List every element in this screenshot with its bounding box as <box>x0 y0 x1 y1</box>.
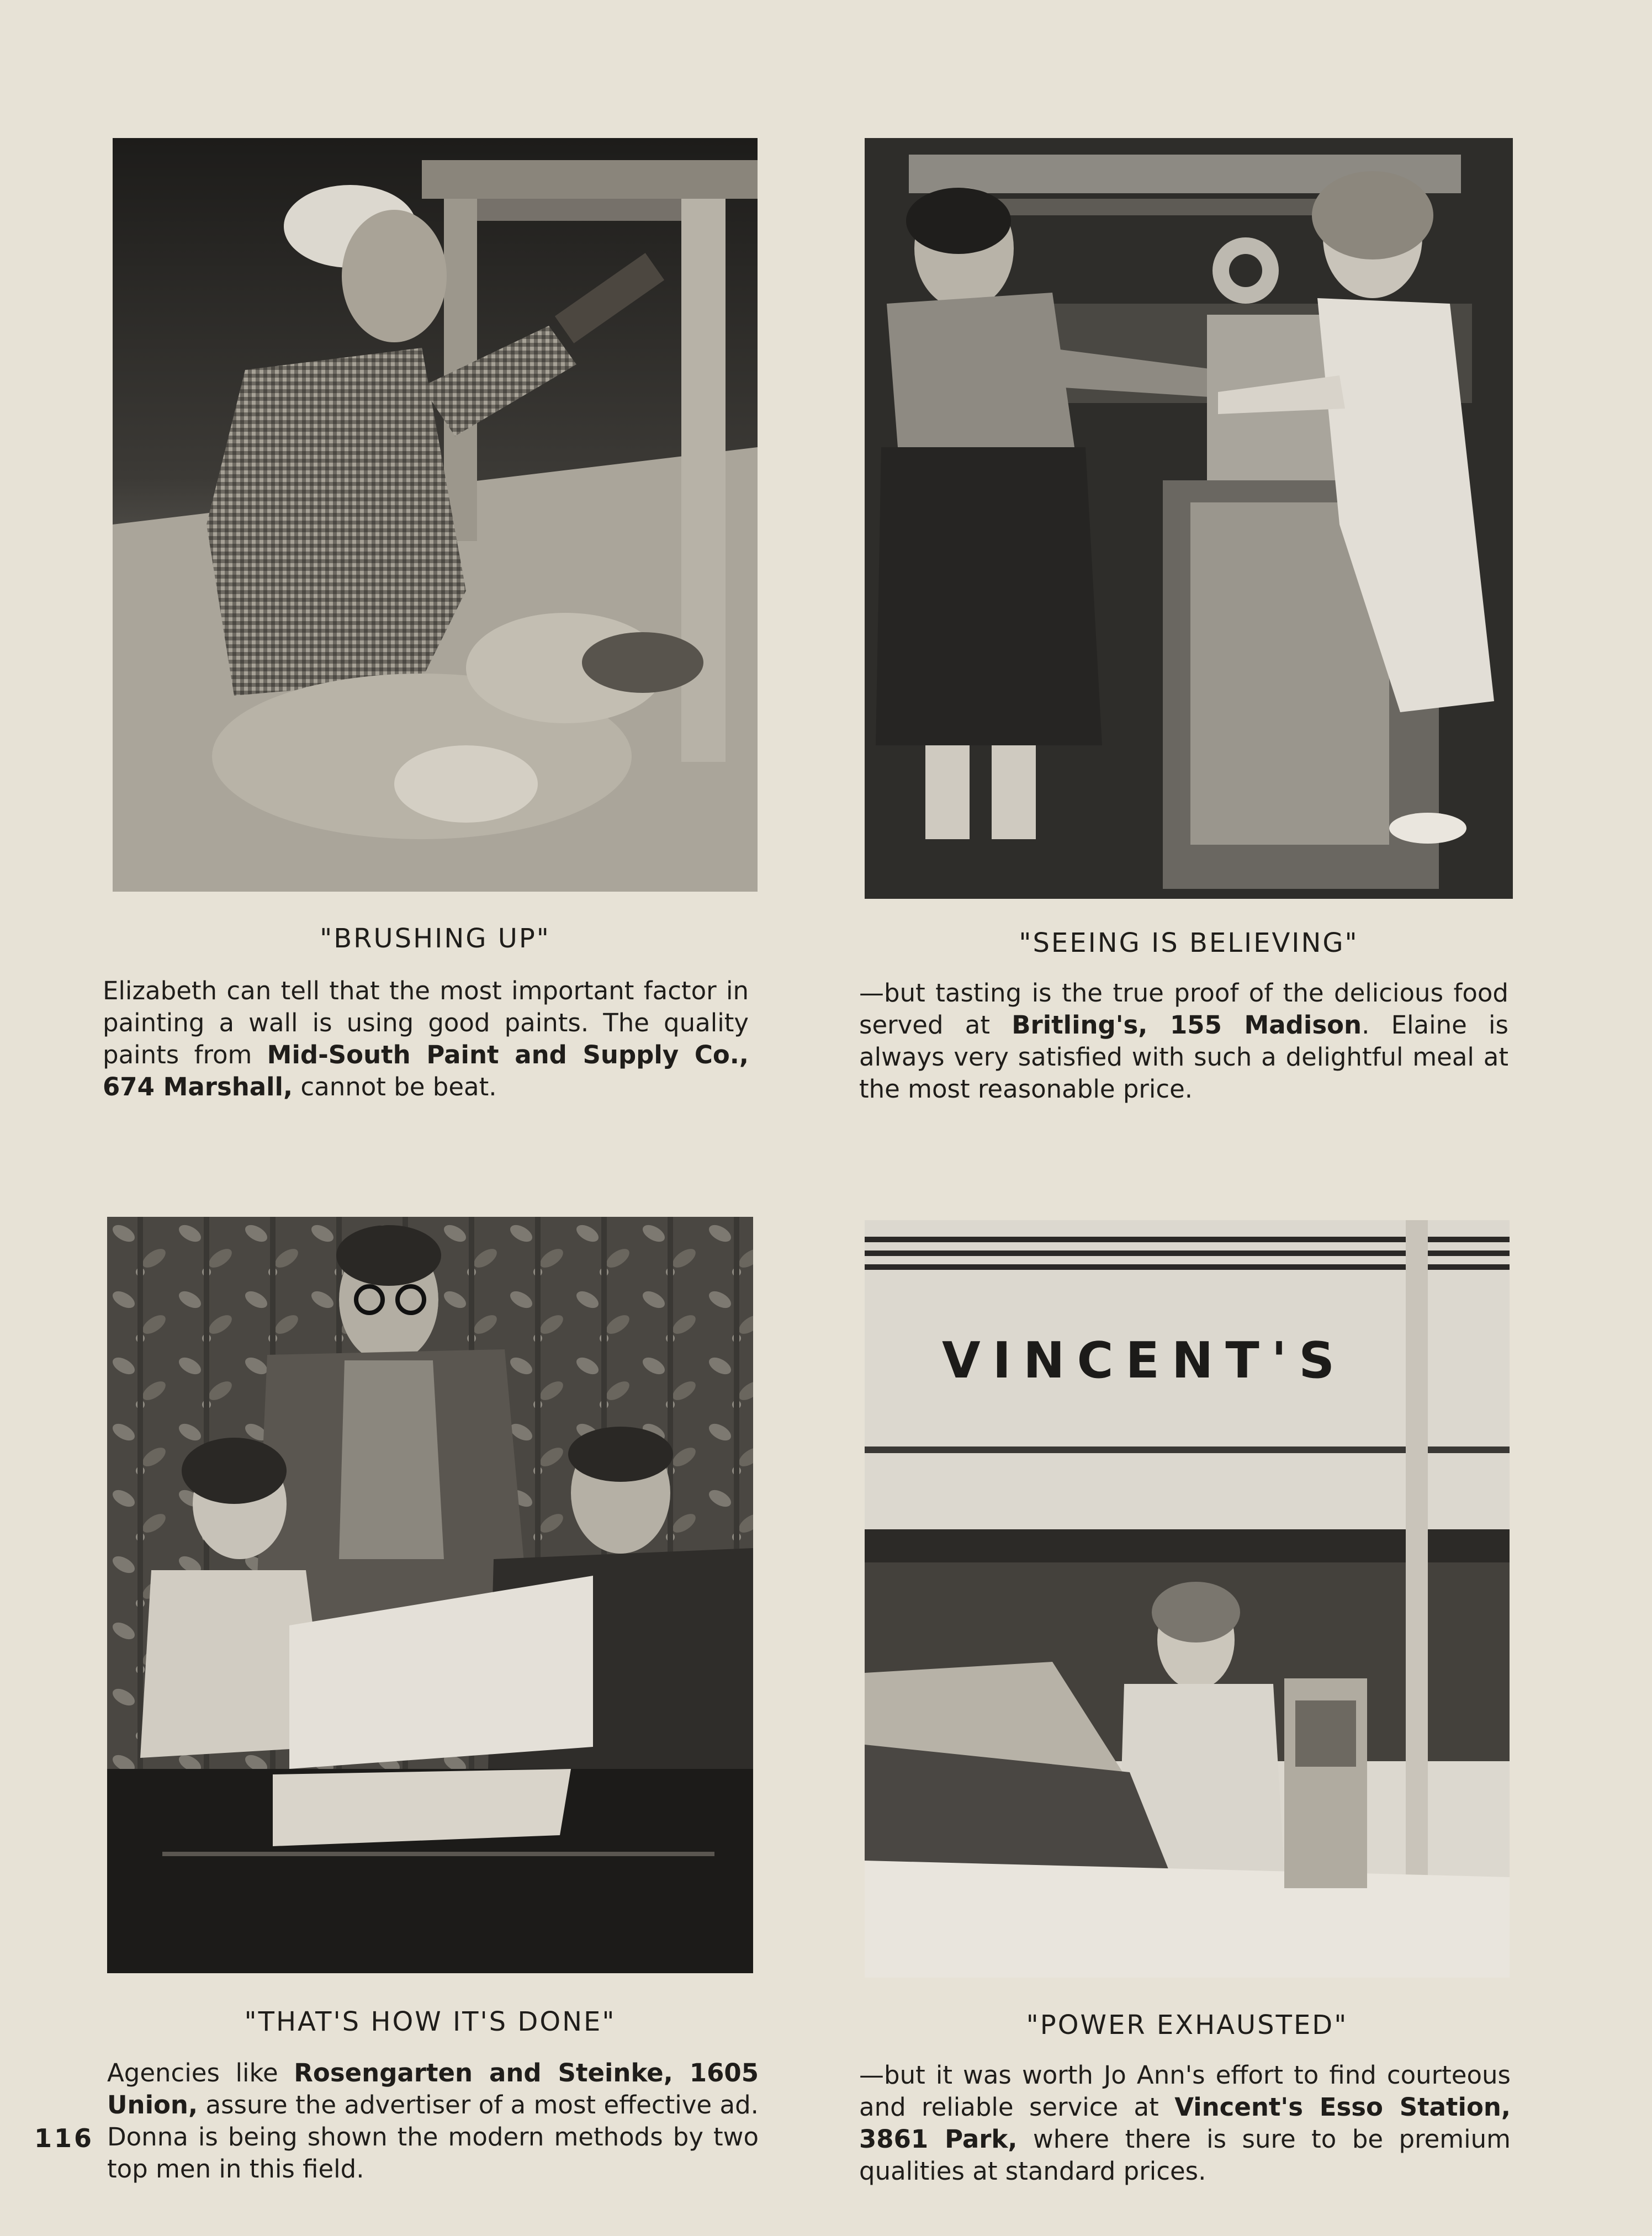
advertiser-name: Mid-South Paint and Supply Co., 674 Marshall, <box>103 1040 749 1101</box>
caption-text: assure the advertiser of a most effective ad. Donna is being shown the modern methods by two top men in this field. <box>107 2090 759 2184</box>
photo-seeing-is-believing <box>865 138 1513 899</box>
caption-body-seeing-is-believing <box>859 977 1508 1105</box>
photo-thats-how-its-done <box>107 1217 753 1973</box>
advertiser-name: Britling's, 155 Madison <box>1012 1010 1362 1040</box>
caption-title-brushing-up: "BRUSHING UP" <box>320 923 550 954</box>
caption-text: —but tasting is the true proof of the delicious food served at <box>859 978 1508 1040</box>
photo-power-exhausted <box>865 1220 1510 1978</box>
caption-body-power-exhausted <box>859 2059 1511 2187</box>
advertiser-name: Vincent's Esso Station, 3861 Park, <box>859 2092 1511 2154</box>
caption-text: Elizabeth can tell that the most important factor in painting a wall is using good paints. The quality paints from <box>103 976 749 1069</box>
caption-body-thats-how-its-done <box>107 2057 759 2185</box>
caption-text: cannot be beat. <box>293 1072 497 1101</box>
caption-title-thats-how-its-done: "THAT'S HOW IT'S DONE" <box>244 2006 616 2037</box>
caption-text: . Elaine is always very satisfied with such a delightful meal at the most reasonable price. <box>859 1010 1509 1104</box>
caption-title-power-exhausted: "POWER EXHAUSTED" <box>1026 2010 1348 2041</box>
advertiser-name: Rosengarten and Steinke, 1605 Union, <box>107 2058 759 2120</box>
caption-text: where there is sure to be premium qualities at standard prices. <box>859 2124 1511 2186</box>
photo-brushing-up <box>113 138 758 892</box>
caption-text: —but it was worth Jo Ann's effort to find courteous and reliable service at <box>859 2060 1511 2122</box>
caption-body-brushing-up <box>103 975 749 1103</box>
vincent-sign: VINCENT'S <box>942 1332 1347 1390</box>
page-number: 116 <box>34 2123 94 2153</box>
caption-text: Agencies like <box>107 2058 294 2087</box>
caption-title-seeing-is-believing: "SEEING IS BELIEVING" <box>1019 928 1359 958</box>
